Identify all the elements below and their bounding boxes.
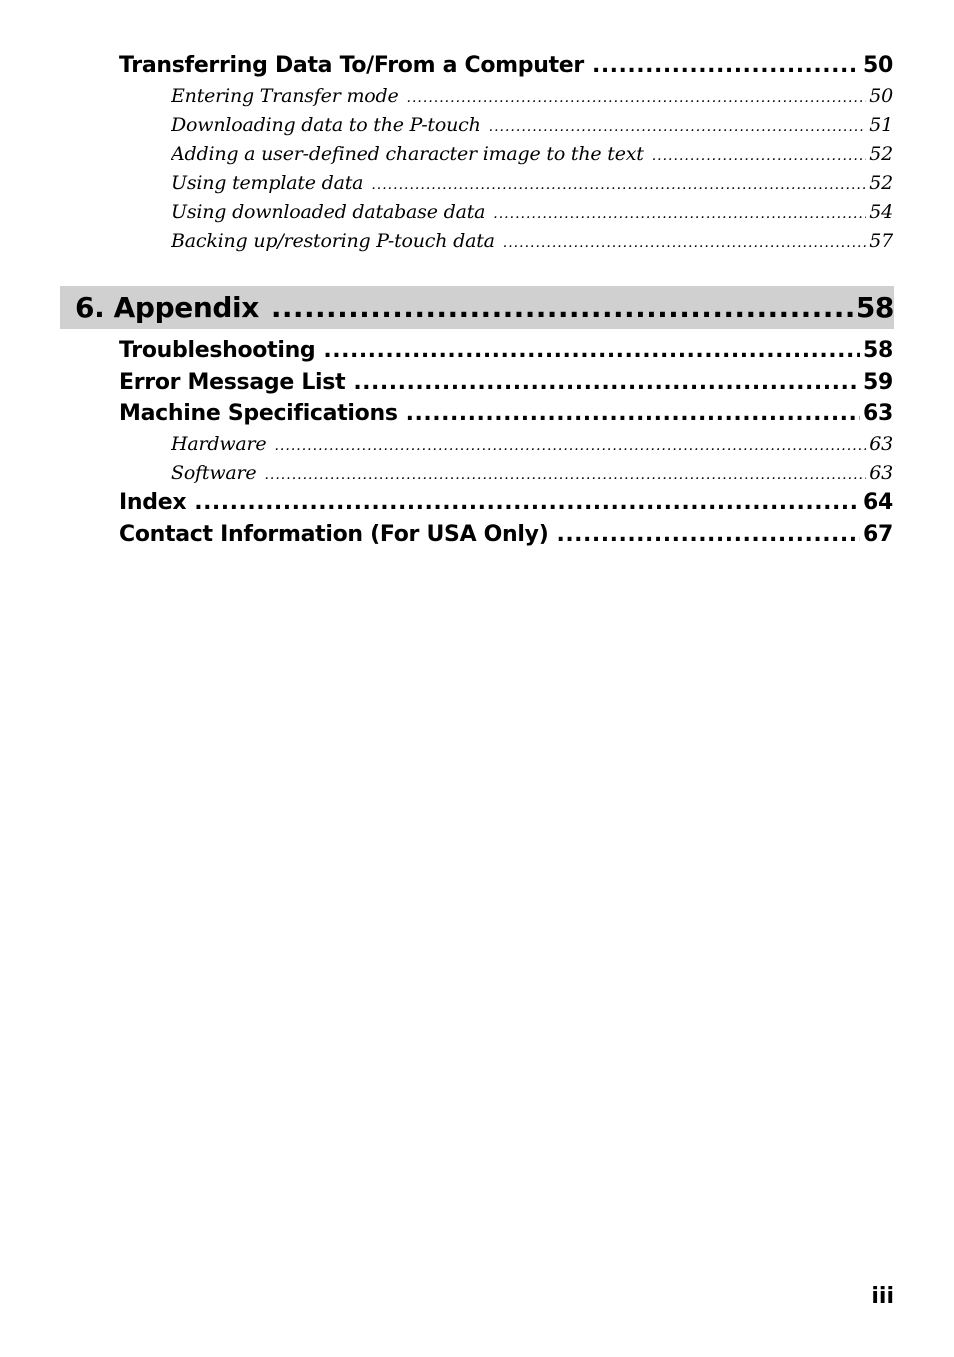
toc-entry-contact-information[interactable] bbox=[119, 522, 893, 552]
toc-subentry-page: 57 bbox=[869, 230, 893, 252]
dot-leader bbox=[274, 438, 866, 454]
toc-entry-page: 58 bbox=[862, 338, 893, 363]
dot-leader bbox=[194, 490, 860, 515]
toc-subentry-title: Backing up/restoring P-touch data bbox=[171, 230, 495, 252]
toc-entry-page: 63 bbox=[862, 401, 893, 426]
toc-subentry-page: 52 bbox=[869, 172, 893, 194]
toc-subentry-title: Downloading data to the P-touch bbox=[171, 114, 481, 136]
toc-entry-page: 59 bbox=[862, 370, 893, 395]
toc-subentry-title: Using downloaded database data bbox=[171, 201, 486, 223]
toc-entry-page: 50 bbox=[862, 53, 893, 78]
toc-entry-title: Transferring Data To/From a Computer bbox=[119, 53, 584, 78]
toc-entry-page: 64 bbox=[862, 490, 893, 515]
dot-leader bbox=[592, 53, 860, 78]
toc-entry-page: 67 bbox=[862, 522, 893, 547]
toc-subentry-hardware[interactable] bbox=[171, 433, 893, 459]
toc-subentry-title: Using template data bbox=[171, 172, 364, 194]
toc-subentry-page: 52 bbox=[869, 143, 893, 165]
toc-entry-title: Error Message List bbox=[119, 370, 346, 395]
toc-subentry-using-template-data[interactable] bbox=[171, 172, 893, 198]
toc-entry-title: Index bbox=[119, 490, 187, 515]
toc-chapter-appendix[interactable] bbox=[75, 286, 894, 329]
toc-entry-index[interactable] bbox=[119, 490, 893, 520]
toc-subentry-page: 63 bbox=[869, 433, 893, 455]
toc-entry-troubleshooting[interactable] bbox=[119, 338, 893, 368]
toc-subentry-page: 54 bbox=[869, 201, 893, 223]
toc-subentry-adding-character-image[interactable] bbox=[171, 143, 893, 169]
toc-subentry-page: 51 bbox=[869, 114, 893, 136]
toc-entry-title: Machine Specifications bbox=[119, 401, 398, 426]
toc-entry-machine-specifications[interactable] bbox=[119, 401, 893, 431]
dot-leader bbox=[264, 467, 866, 483]
dot-leader bbox=[323, 338, 860, 363]
toc-subentry-entering-transfer-mode[interactable] bbox=[171, 85, 893, 111]
toc-subentry-title: Entering Transfer mode bbox=[171, 85, 399, 107]
toc-subentry-downloading-data[interactable] bbox=[171, 114, 893, 140]
toc-entry-title: Contact Information (For USA Only) bbox=[119, 522, 549, 547]
dot-leader bbox=[503, 235, 866, 251]
toc-subentry-software[interactable] bbox=[171, 462, 893, 488]
chapter-title: 6. Appendix bbox=[75, 291, 259, 324]
toc-subentry-using-database-data[interactable] bbox=[171, 201, 893, 227]
dot-leader bbox=[489, 119, 867, 135]
dot-leader bbox=[371, 177, 866, 193]
dot-leader bbox=[353, 370, 860, 395]
toc-entry-error-message-list[interactable] bbox=[119, 370, 893, 400]
dot-leader bbox=[556, 522, 860, 547]
dot-leader bbox=[652, 148, 867, 164]
toc-subentry-title: Software bbox=[171, 462, 257, 484]
toc-entry-title: Troubleshooting bbox=[119, 338, 316, 363]
page-number: iii bbox=[871, 1284, 894, 1309]
toc-subentry-backing-up-restoring[interactable] bbox=[171, 230, 893, 256]
toc-subentry-page: 50 bbox=[869, 85, 893, 107]
toc-subentry-page: 63 bbox=[869, 462, 893, 484]
dot-leader bbox=[493, 206, 866, 222]
dot-leader bbox=[407, 90, 867, 106]
chapter-page: 58 bbox=[855, 291, 894, 324]
dot-leader bbox=[406, 401, 860, 426]
toc-entry-transferring-data[interactable] bbox=[119, 53, 893, 83]
toc-subentry-title: Hardware bbox=[171, 433, 267, 455]
dot-leader bbox=[271, 291, 853, 324]
toc-subentry-title: Adding a user-defined character image to the text bbox=[171, 143, 644, 165]
